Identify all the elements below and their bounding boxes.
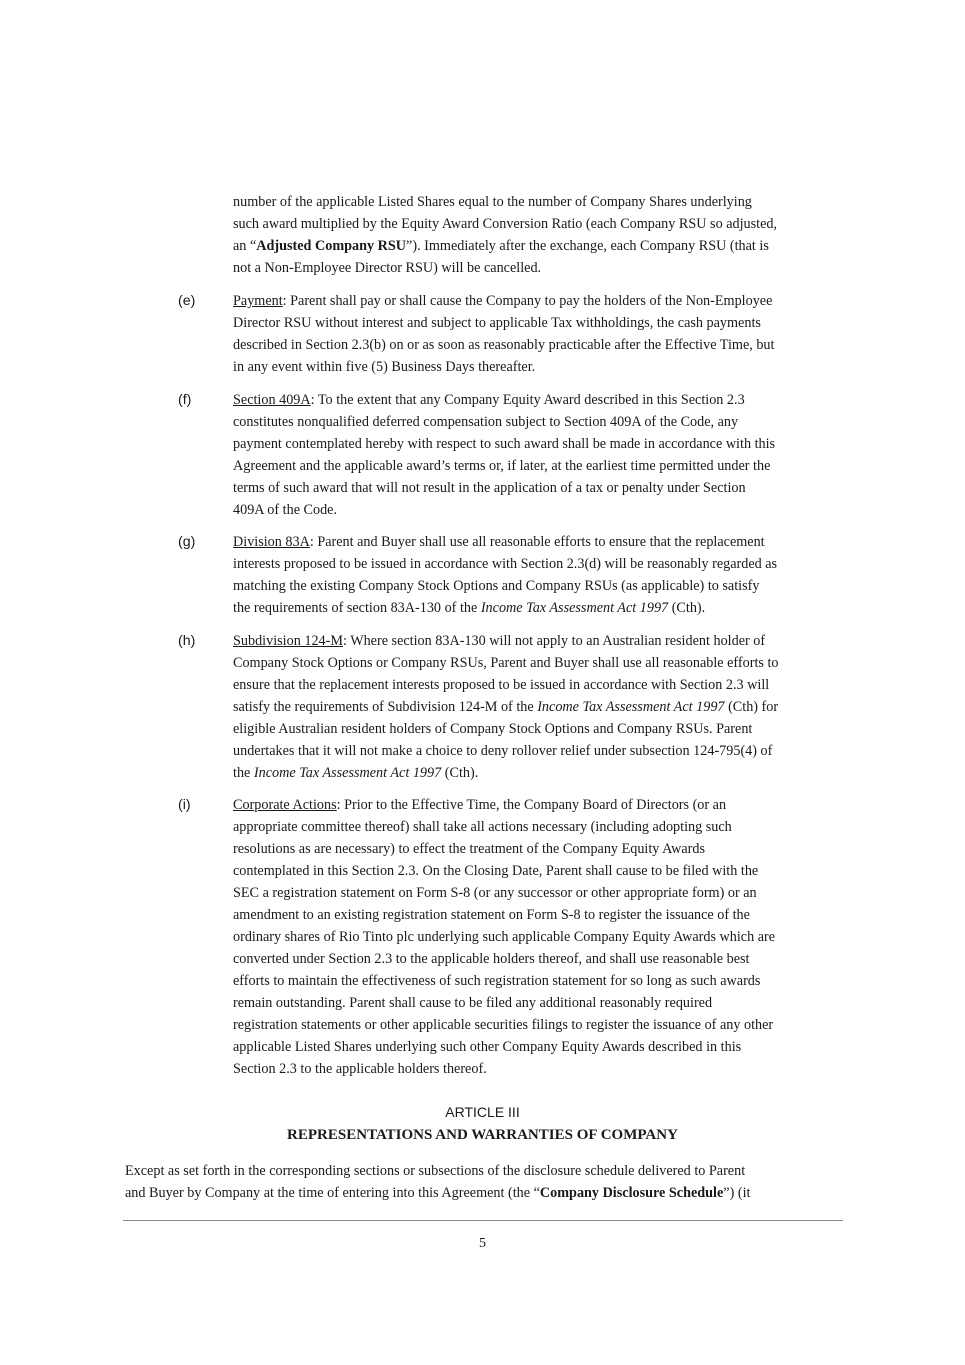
item-title: Payment [233, 293, 283, 309]
item-marker-h: (h) [178, 633, 196, 649]
defined-term: Company Disclosure Schedule [539, 1185, 724, 1201]
text-line: number of the applicable Listed Shares equal to the number of Company Shares underlying [233, 194, 752, 210]
item-marker-g: (g) [178, 534, 196, 550]
item-title: Subdivision 124-M [233, 633, 343, 649]
item-title: Division 83A [233, 534, 310, 550]
continuation-paragraph [233, 191, 841, 279]
item-title: Section 409A [233, 392, 311, 408]
item-i-paragraph: Corporate Actions: Prior to the Effective Time, the Company Board of Directors (or an appropriate committee thereof) shall take all actions necessary (including adopting such resolutions as are necessary) to effect the treatment of the Company Equity Awards contemplated in this Section 2.3. On the Closing Date, Parent shall cause to be filed with the SEC a registration statement on Form S-8 (or any successor or other appropriate form) or an amendment to an existing registration statement on Form S-8 to register the issuance of the ordinary shares of Rio Tinto plc underlying such applicable Company Equity Awards which are converted under Section 2.3 to the applicable holders thereof, and shall use reasonable best efforts to maintain the effectiveness of such registration statement for so long as such awards remain outstanding. Parent shall cause to be filed any additional reasonably required registration statements or other applicable securities filings to register the issuance of any other applicable Listed Shares underlying such other Company Equity Awards described in this Section 2.3 to the applicable holders thereof. [233, 797, 776, 1077]
text-line: an “Adjusted Company RSU”). Immediately after the exchange, each Company RSU (that is [233, 238, 769, 254]
item-marker-e: (e) [178, 293, 196, 309]
item-title: Corporate Actions [233, 797, 337, 813]
act-title: Income Tax Assessment Act 1997 [253, 765, 442, 781]
item-g-paragraph: Division 83A: Parent and Buyer shall use all reasonable efforts to ensure that the replacement interests proposed to be issued in accordance with Section 2.3(d) will be reasonably regarded as matching the existing Company Stock Options and Company RSUs (as applicable) to satisfy the requirements of section 83A-130 of the Income Tax Assessment Act 1997 (Cth). [233, 534, 778, 616]
item-e-paragraph: Payment: Parent shall pay or shall cause the Company to pay the holders of the Non-Employee Director RSU without interest and subject to applicable Tax withholdings, the cash payments described in Section 2.3(b) on or as soon as reasonably practicable after the Effective Time, but in any event within five (5) Business Days thereafter. [233, 293, 775, 375]
article-title: REPRESENTATIONS AND WARRANTIES OF COMPANY [287, 1127, 678, 1143]
article-intro-paragraph: Except as set forth in the corresponding sections or subsections of the disclosure schedule delivered to Parent and Buyer by Company at the time of entering into this Agreement (the “Company Disclosure Schedule”) (it [125, 1163, 751, 1201]
text-line: such award multiplied by the Equity Award Conversion Ratio (each Company RSU so adjusted, [233, 216, 778, 232]
defined-term: Adjusted Company RSU [256, 238, 407, 254]
item-marker-i: (i) [178, 797, 191, 813]
act-title: Income Tax Assessment Act 1997 [480, 600, 669, 616]
act-title: Income Tax Assessment Act 1997 [537, 699, 725, 715]
article-number: ARTICLE III [445, 1104, 520, 1120]
item-f-paragraph: Section 409A: To the extent that any Company Equity Award described in this Section 2.3 constitutes nonqualified deferred compensation subject to Section 409A of the Code, any payment contemplated hereby with respect to such award shall be made in accordance with this Agreement and the applicable award’s terms or, if later, at the earliest time permitted under the terms of such award that will not result in the application of a tax or penalty under Section 409A of the Code. [233, 392, 776, 518]
item-h-paragraph: Subdivision 124-M: Where section 83A-130 will not apply to an Australian resident holder of Company Stock Options or Company RSUs, Parent and Buyer shall use all reasonable efforts to ensure that the replacement interests proposed to be issued in accordance with Section 2.3 will satisfy the requirements of Subdivision 124-M of the Income Tax Assessment Act 1997 (Cth) for eligible Australian resident holders of Company Stock Options and Company RSUs. Parent undertakes that it will not make a choice to deny rollover relief under subsection 124-795(4) of the Income Tax Assessment Act 1997 (Cth). [233, 633, 779, 781]
page-number: 5 [479, 1236, 486, 1251]
item-marker-f: (f) [178, 392, 192, 408]
text-line: not a Non-Employee Director RSU) will be cancelled. [233, 260, 542, 276]
footer-rule [123, 1220, 843, 1221]
